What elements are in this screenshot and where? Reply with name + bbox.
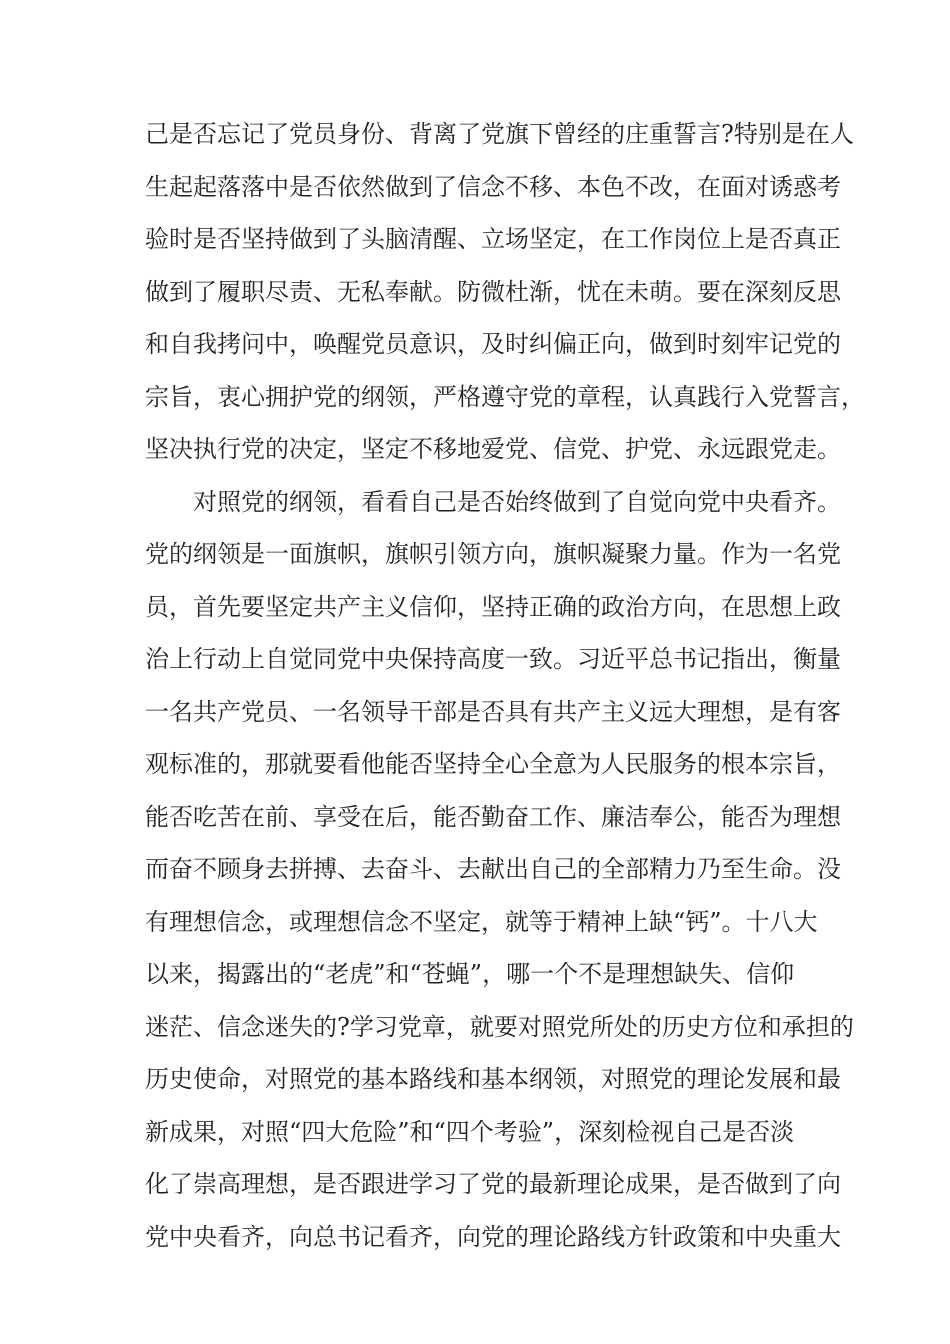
text-line: 验时是否坚持做到了头脑清醒、立场坚定，在工作岗位上是否真正 [145, 225, 841, 253]
text-line: 化了崇高理想，是否跟进学习了党的最新理论成果，是否做到了向 [145, 1170, 841, 1198]
text-line: 己是否忘记了党员身份、背离了党旗下曾经的庄重誓言?特别是在人 [145, 120, 854, 148]
text-line: 以来，揭露出的“老虎”和“苍蝇”，哪一个不是理想缺失、信仰 [145, 960, 795, 988]
text-line: 党的纲领是一面旗帜，旗帜引领方向，旗帜凝聚力量。作为一名党 [145, 540, 841, 568]
text-line: 有理想信念，或理想信念不坚定，就等于精神上缺“钙”。十八大 [145, 908, 818, 936]
text-line: 新成果，对照“四大危险”和“四个考验”，深刻检视自己是否淡 [145, 1118, 795, 1146]
text-line: 党中央看齐，向总书记看齐，向党的理论路线方针政策和中央重大 [145, 1223, 841, 1251]
text-line: 做到了履职尽责、无私奉献。防微杜渐，忧在未萌。要在深刻反思 [145, 278, 841, 306]
text-line: 员，首先要坚定共产主义信仰，坚持正确的政治方向，在思想上政 [145, 593, 841, 621]
text-line: 迷茫、信念迷失的?学习党章，就要对照党所处的历史方位和承担的 [145, 1013, 854, 1041]
text-line: 坚决执行党的决定，坚定不移地爱党、信党、护党、永远跟党走。 [145, 435, 841, 463]
text-line: 和自我拷问中，唤醒党员意识，及时纠偏正向，做到时刻牢记党的 [145, 330, 841, 358]
text-line: 能否吃苦在前、享受在后，能否勤奋工作、廉洁奉公，能否为理想 [145, 803, 841, 831]
text-line: 观标准的，那就要看他能否坚持全心全意为人民服务的根本宗旨， [145, 750, 841, 778]
text-line: 而奋不顾身去拼搏、去奋斗、去献出自己的全部精力乃至生命。没 [145, 855, 841, 883]
paragraph-first-line: 对照党的纲领，看看自己是否始终做到了自觉向党中央看齐。 [193, 488, 841, 516]
text-line: 宗旨，衷心拥护党的纲领，严格遵守党的章程，认真践行入党誓言， [145, 383, 865, 411]
text-line: 生起起落落中是否依然做到了信念不移、本色不改，在面对诱惑考 [145, 173, 841, 201]
text-line: 一名共产党员、一名领导干部是否具有共产主义远大理想，是有客 [145, 698, 841, 726]
text-line: 历史使命，对照党的基本路线和基本纲领，对照党的理论发展和最 [145, 1065, 841, 1093]
text-line: 治上行动上自觉同党中央保持高度一致。习近平总书记指出，衡量 [145, 645, 841, 673]
